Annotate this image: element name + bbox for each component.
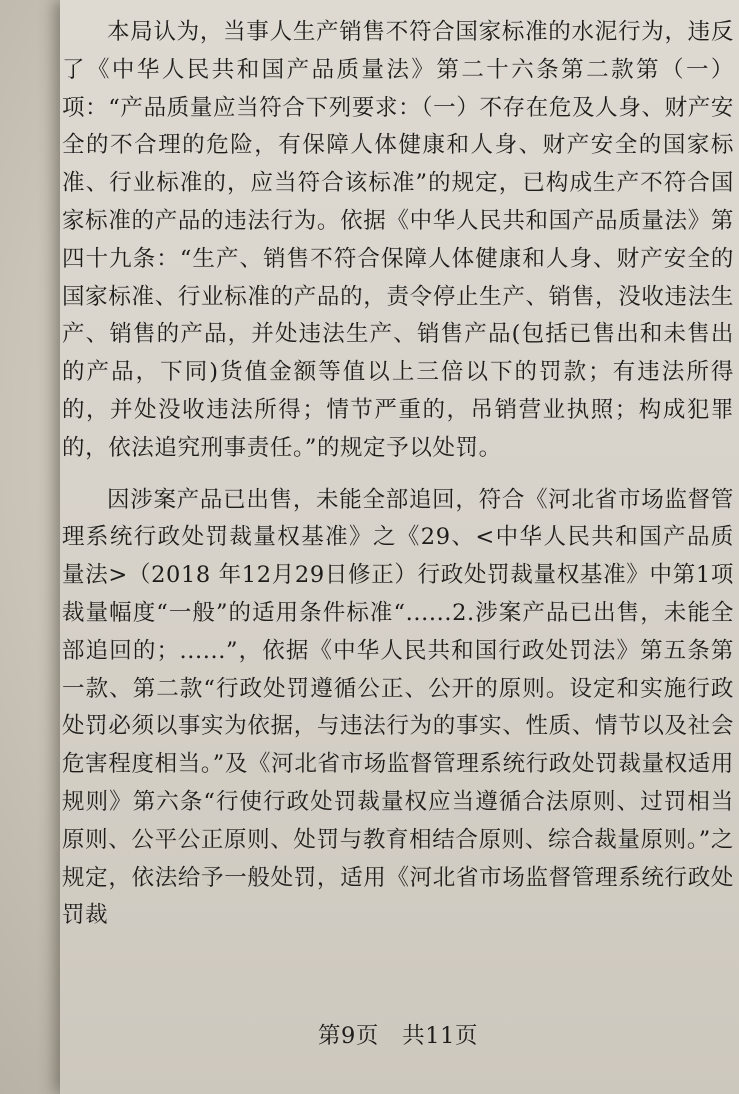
document-body bbox=[62, 14, 734, 935]
paragraph-discretion: 因涉案产品已出售，未能全部追回，符合《河北省市场监督管理系统行政处罚裁量权基准》之《29、<中华人民共和国产品质量法>（2018 年12月29日修正）行政处罚裁量权基准》中第1项裁量幅度“一般”的适用条件标准“......2.涉案产品已出售，未能全部追回的；......”，依据《中华人民共和国行政处罚法》第五条第一款、第二款“行政处罚遵循公正、公开的原则。设定和实施行政处罚必须以事实为依据，与违法行为的事实、性质、情节以及社会危害程度相当。”及《河北省市场监督管理系统行政处罚裁量权适用规则》第六条“行使行政处罚裁量权应当遵循合法原则、过罚相当原则、公平公正原则、处罚与教育相结合原则、综合裁量原则。”之规定，依法给予一般处罚，适用《河北省市场监督管理系统行政处罚裁 bbox=[62, 486, 734, 929]
paragraph-ruling: 本局认为，当事人生产销售不符合国家标准的水泥行为，违反了《中华人民共和国产品质量法》第二十六条第二款第（一）项：“产品质量应当符合下列要求：（一）不存在危及人身、财产安全的不合理的危险，有保障人体健康和人身、财产安全的国家标准、行业标准的，应当符合该标准”的规定，已构成生产不符合国家标准的产品的违法行为。依据《中华人民共和国产品质量法》第四十九条：“生产、销售不符合保障人体健康和人身、财产安全的国家标准、行业标准的产品的，责令停止生产、销售，没收违法生产、销售的产品，并处违法生产、销售产品(包括已售出和未售出的产品，下同)货值金额等值以上三倍以下的罚款；有违法所得的，并处没收违法所得；情节严重的，吊销营业执照；构成犯罪的，依法追究刑事责任。”的规定予以处罚。 bbox=[62, 19, 734, 461]
page-number-footer: 第9页 共11页 bbox=[317, 1023, 479, 1049]
